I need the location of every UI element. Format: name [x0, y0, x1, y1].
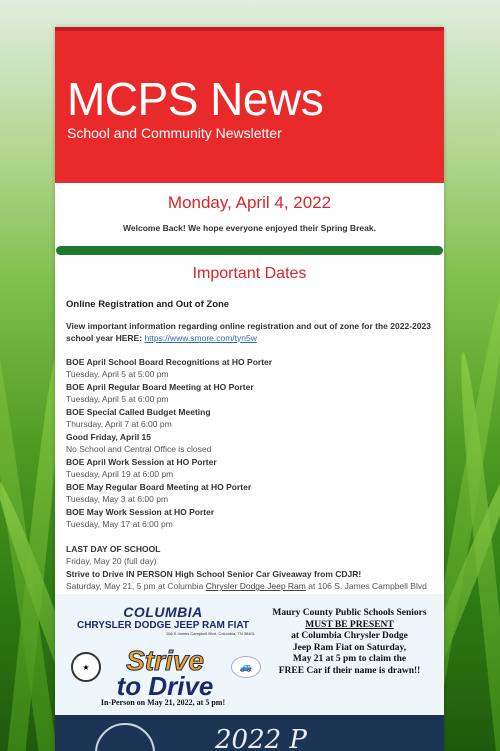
event-title: BOE April School Board Recognitions at HO Porter	[66, 356, 273, 367]
banner-line-4: Jeep Ram Fiat on Saturday,	[292, 642, 407, 653]
newsletter-title: MCPS News	[67, 73, 324, 125]
registration-heading: Online Registration and Out of Zone	[66, 299, 230, 310]
dealer-link[interactable]: Chrysler Dodge Jeep Ram	[205, 581, 306, 591]
event-date: Tuesday, May 17 at 6:00 pm	[66, 519, 173, 529]
list-item	[66, 406, 433, 431]
giveaway-prefix: Saturday, May 21, 5 pm at Columbia	[66, 581, 204, 591]
important-dates-content	[55, 299, 444, 593]
event-title: Good Friday, April 15	[66, 431, 152, 442]
strive-word: Strive	[126, 645, 204, 676]
last-day-block	[66, 543, 433, 593]
to-drive-word: to Drive	[116, 671, 214, 701]
event-date: Tuesday, April 5 at 6:00 pm	[66, 394, 169, 404]
school-seal-icon: ★	[71, 652, 101, 682]
banner-line-5: May 21 at 5 pm to claim the	[292, 654, 407, 664]
event-date: Tuesday, May 3 at 6:00 pm	[66, 494, 169, 504]
giveaway-suffix: at 106 S. James Campbell Blvd	[308, 581, 427, 591]
footer-text: 2022 P	[215, 725, 307, 751]
giveaway-title: Strive to Drive IN PERSON High School Senior Car Giveaway from CDJR!	[66, 568, 362, 579]
banner-line-1: Maury County Public Schools Seniors	[272, 608, 427, 618]
newsletter-date: Monday, April 4, 2022	[167, 193, 332, 212]
strive-to-drive-banner	[55, 594, 444, 715]
events-list	[66, 356, 433, 531]
newsletter-card	[55, 27, 444, 751]
dealer-logo-sub: CHRYSLER DODGE JEEP RAM FIAT	[76, 620, 250, 631]
newsletter-subtitle: School and Community Newsletter	[67, 125, 282, 141]
strive-logo	[105, 645, 225, 701]
banner-line-3: at Columbia Chrysler Dodge	[291, 631, 408, 641]
registration-intro	[66, 320, 433, 344]
welcome-message: Welcome Back! We hope everyone enjoyed their Spring Break.	[123, 223, 376, 233]
last-day-title: LAST DAY OF SCHOOL	[66, 543, 161, 554]
event-title: BOE April Regular Board Meeting at HO Porter	[66, 381, 254, 392]
event-title: BOE April Work Session at HO Porter	[66, 456, 217, 467]
list-item	[66, 456, 433, 481]
registration-link[interactable]: https://www.smore.com/tyn5w	[144, 332, 257, 343]
last-day-date: Friday, May 20 (full day)	[66, 556, 157, 566]
event-date: No School and Central Office is closed	[66, 444, 212, 454]
event-title: BOE Special Called Budget Meeting	[66, 406, 211, 417]
dealer-logo-top: COLUMBIA	[123, 604, 203, 620]
registration-intro-text: View important information regarding online registration and out of zone for the 2022-2023 school year HERE:	[66, 320, 431, 343]
event-date: Tuesday, April 5 at 5:00 pm	[66, 369, 169, 379]
list-item	[66, 381, 433, 406]
event-title: BOE May Regular Board Meeting at HO Porter	[66, 481, 252, 492]
event-date: Thursday, April 7 at 6:00 pm	[66, 419, 172, 429]
car-icon: 🚙	[231, 656, 261, 678]
section-divider	[56, 246, 443, 255]
event-title: BOE May Work Session at HO Porter	[66, 506, 215, 517]
newsletter-header	[55, 27, 444, 183]
event-date: Tuesday, April 19 at 6:00 pm	[66, 469, 174, 479]
important-dates-title: Important Dates	[192, 265, 307, 282]
county-seal-icon	[95, 723, 155, 751]
dealer-address: 106 S James Campbell Blvd, Columbia, TN 38401	[165, 631, 255, 636]
list-item	[66, 431, 433, 456]
in-person-date: In-Person on May 21, 2022, at 5 pm!	[100, 698, 226, 707]
footer-image-strip	[55, 715, 444, 751]
giveaway-details	[66, 580, 433, 593]
list-item	[66, 506, 433, 531]
list-item	[66, 356, 433, 381]
list-item	[66, 481, 433, 506]
banner-line-6: FREE Car if their name is drawn!!	[278, 665, 421, 676]
banner-line-2: MUST BE PRESENT	[305, 619, 394, 630]
banner-right	[263, 604, 436, 715]
banner-left	[63, 604, 263, 715]
